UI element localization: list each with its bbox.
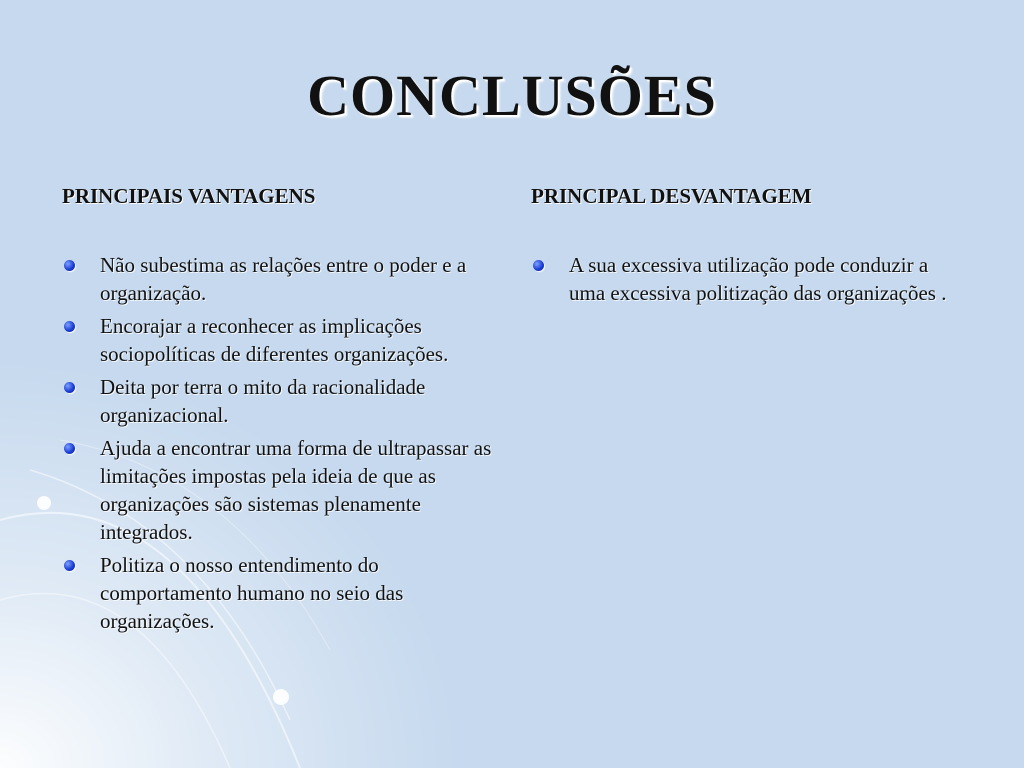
slide-title: CONCLUSÕES	[307, 63, 717, 128]
bullet-icon	[64, 382, 75, 393]
disadvantage-column	[531, 184, 951, 312]
bullet-icon	[64, 560, 75, 571]
list-item	[62, 551, 502, 635]
list-item-text: Politiza o nosso entendimento do comportamento humano no seio das organizações.	[100, 553, 404, 633]
list-item	[531, 251, 951, 307]
advantages-column	[62, 184, 502, 640]
advantages-list	[62, 251, 502, 635]
bullet-icon	[64, 260, 75, 271]
list-item-text: Ajuda a encontrar uma forma de ultrapassar as limitações impostas pela ideia de que as organizações são sistemas plenamente integrados.	[100, 436, 492, 544]
list-item-text: A sua excessiva utilização pode conduzir a uma excessiva politização das organizações .	[569, 253, 947, 305]
list-item	[62, 312, 502, 368]
disadvantage-list	[531, 251, 951, 307]
list-item-text: Não subestima as relações entre o poder e a organização.	[100, 253, 467, 305]
list-item-text: Deita por terra o mito da racionalidade organizacional.	[100, 375, 426, 427]
bullet-icon	[533, 260, 544, 271]
list-item-text: Encorajar a reconhecer as implicações sociopolíticas de diferentes organizações.	[100, 314, 449, 366]
advantages-heading: PRINCIPAIS VANTAGENS	[62, 184, 316, 208]
bullet-icon	[64, 321, 75, 332]
disadvantage-heading: PRINCIPAL DESVANTAGEM	[531, 184, 812, 208]
list-item	[62, 434, 502, 546]
bullet-icon	[64, 443, 75, 454]
list-item	[62, 373, 502, 429]
list-item	[62, 251, 502, 307]
